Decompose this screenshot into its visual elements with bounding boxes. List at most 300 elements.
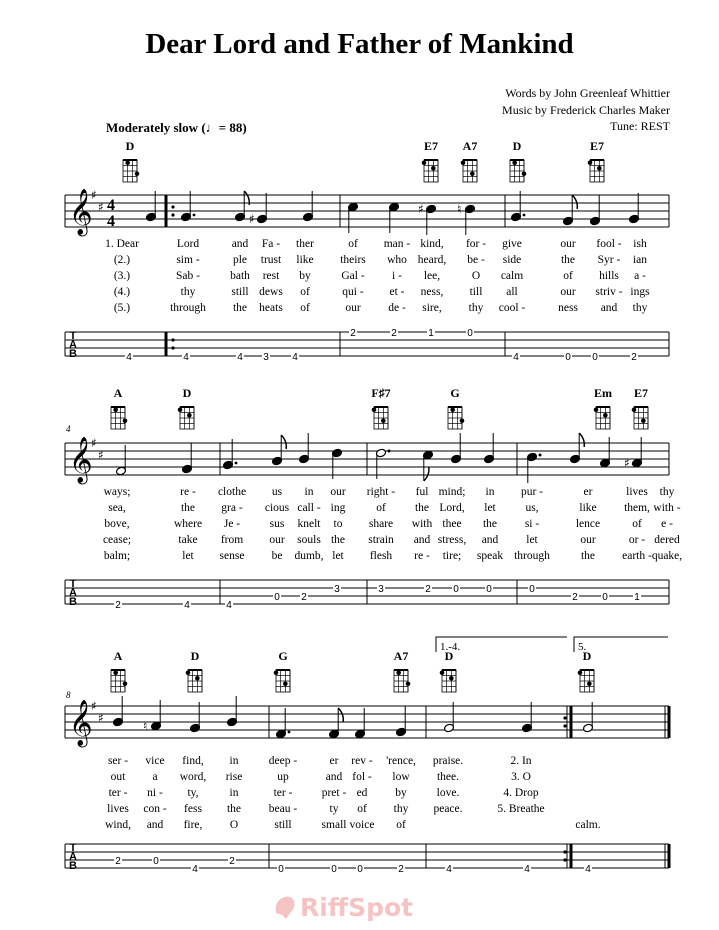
lyric-syllable: thee. [436,771,460,783]
words-credit: Words by John Greenleaf Whittier [505,86,670,100]
tab-fret-number: 4 [292,352,298,363]
lyric-syllable: lives [626,486,648,498]
tab-fret-number: 4 [184,600,190,611]
lyric-syllable: for - [465,238,487,250]
lyric-syllable: ty, [187,787,199,799]
lyric-syllable: who [387,254,407,266]
tab-fret-number: 0 [602,592,608,603]
chord-diagram [123,139,139,182]
chord-finger-dot [460,418,465,423]
measure-number: 8 [66,690,71,700]
lyric-syllable: hills [599,270,619,282]
lyric-syllable: quake, [651,550,683,562]
chord-name: A7 [462,139,478,153]
tab-fret-number: 2 [425,584,431,595]
lyric-syllable: rev - [351,755,373,767]
lyric-syllable: (3.) [113,270,131,282]
lyric-syllable: sus [269,518,285,530]
lyric-syllable: ish [633,238,647,250]
lyric-syllable: striv - [595,286,623,298]
chord-finger-dot [406,681,411,686]
chord-finger-dot [594,407,599,412]
lyric-syllable: Fa - [261,238,281,250]
lyric-syllable: till [469,286,483,298]
lyric-syllable: strain [368,534,394,546]
lyric-syllable: ways; [103,486,131,498]
tab-clef-letter: T [69,842,77,854]
volta-label: 5. [578,641,587,653]
lyric-syllable: from [220,534,244,546]
lyric-syllable: our [560,286,576,298]
lyric-syllable: er [583,486,593,498]
sharp-icon: ♯ [91,699,97,713]
tab-fret-number: 4 [524,864,530,875]
lyric-syllable: Lord, [439,502,465,514]
tab-fret-number: 4 [237,352,243,363]
lyric-syllable: low [392,771,410,783]
lyric-syllable: thy [632,302,648,314]
chord-diagram [178,386,194,429]
chord-diagram [594,386,612,429]
tab-fret-number: 2 [398,864,404,875]
lyric-syllable: through [170,302,206,314]
lyric-syllable: stress, [437,534,467,546]
chord-name: D [182,386,192,400]
chord-finger-dot [603,413,608,418]
chord-finger-dot [178,407,183,412]
chord-finger-dot [440,670,445,675]
lyric-syllable: cool - [498,302,526,314]
chord-name: D [444,649,454,663]
lyric-syllable: ser - [107,755,129,767]
tab-fret-number: 4 [585,864,591,875]
lyric-syllable: ther [296,238,314,250]
lyric-syllable: thy [180,286,196,298]
lyric-syllable: knelt [297,518,321,530]
lyric-syllable: pur - [520,486,544,498]
chord-diagram [274,649,290,692]
tab-fret-number: 0 [565,352,571,363]
lyric-syllable: call - [297,502,321,514]
lyric-syllable: where [173,518,203,530]
lyric-syllable: vice [145,755,165,767]
lyric-syllable: in [229,787,239,799]
lyric-syllable: the [180,502,196,514]
tab-fret-number: 0 [529,584,535,595]
lyric-syllable: wind, [105,819,131,831]
lyric-syllable: lee, [423,270,441,282]
chord-finger-dot [422,160,427,165]
music-credit: Music by Frederick Charles Maker [502,103,670,117]
chord-name: D [125,139,135,153]
lyric-syllable: of [300,302,310,314]
eighth-flag [281,435,286,449]
lyric-syllable: i - [392,270,402,282]
lyric-syllable: with - [653,502,681,514]
tab-fret-number: 3 [263,352,269,363]
chord-diagram [186,649,202,692]
lyric-syllable: out [110,771,126,783]
tab-clef-letter: B [69,860,77,872]
lyric-syllable: and [413,534,431,546]
chord-finger-dot [274,670,279,675]
time-signature-top: 4 [107,197,115,214]
lyric-syllable: con - [143,803,167,815]
lyric-syllable: love. [436,787,460,799]
chord-finger-dot [461,160,466,165]
lyric-syllable: the [580,550,596,562]
lyric-syllable: and [481,534,499,546]
tab-fret-number: 0 [467,328,473,339]
system-1 [65,139,669,363]
lyric-syllable: 3. O [511,771,531,783]
riffspot-logo-icon [272,893,298,921]
sharp-icon: ♯ [624,456,630,470]
lyric-syllable: balm; [103,550,131,562]
lyric-syllable: ful [415,486,429,498]
lyric-syllable: us [271,486,283,498]
eighth-flag [338,708,343,722]
tab-fret-number: 4 [183,352,189,363]
treble-clef-icon: 𝄞 [69,437,93,483]
lyric-syllable: ty [329,803,339,815]
chord-name: F♯7 [371,386,391,400]
tab-clef-letter: B [69,348,77,360]
tab-fret-number: 1 [428,328,434,339]
tab-fret-number: 2 [301,592,307,603]
lyric-syllable: ter - [273,787,293,799]
lyric-syllable: in [229,755,239,767]
lyric-syllable: cious [264,502,290,514]
lyric-syllable: Lord [176,238,200,250]
sharp-icon: ♯ [91,188,97,202]
lyric-syllable: kind, [420,238,444,250]
repeat-dot [171,338,174,341]
eighth-flag [579,433,584,447]
lyric-syllable: ple [232,254,248,266]
tab-fret-number: 0 [453,584,459,595]
chord-name: D [190,649,200,663]
lyric-syllable: beau - [268,803,298,815]
lyric-syllable: ness [558,302,578,314]
lyric-syllable: speak [476,550,504,562]
lyric-syllable: heard, [417,254,447,266]
sharp-icon: ♯ [91,436,97,450]
chord-finger-dot [113,407,118,412]
lyric-syllable: bove, [104,518,130,530]
lyric-syllable: and [325,771,343,783]
lyric-syllable: of [300,286,310,298]
lyric-syllable: Gal - [341,270,365,282]
chord-finger-dot [450,407,455,412]
lyric-syllable: be [271,550,283,562]
chord-finger-dot [113,670,118,675]
chord-diagram [510,139,526,182]
tab-fret-number: 2 [115,856,121,867]
lyric-syllable: thy [468,302,484,314]
tab-fret-number: 0 [331,864,337,875]
tab-fret-number: 2 [115,600,121,611]
lyric-syllable: fire, [183,819,203,831]
lyric-syllable: O [229,819,239,831]
lyric-syllable: us, [525,502,539,514]
chord-diagram [440,649,456,692]
tab-fret-number: 0 [153,856,159,867]
lyric-syllable: fool - [596,238,622,250]
lyric-syllable: of [632,518,642,530]
lyric-syllable: in [485,486,495,498]
chord-finger-dot [578,670,583,675]
chord-diagram [588,139,604,182]
chord-finger-dot [123,681,128,686]
lyric-syllable: take [178,534,198,546]
lyric-syllable: through [514,550,550,562]
repeat-dot [563,850,566,853]
lyric-syllable: find, [182,755,204,767]
lyric-syllable: let [332,550,344,562]
lyric-syllable: theirs [340,254,366,266]
lyric-syllable: 4. Drop [503,787,539,799]
tab-clef-letter: T [69,330,77,342]
lyric-syllable: small [321,819,347,831]
treble-clef-icon: 𝄞 [69,700,93,746]
lyric-syllable: in [304,486,314,498]
lyric-syllable: re - [414,550,430,562]
lyric-syllable: 1. Dear [105,238,139,250]
tab-fret-number: 2 [391,328,397,339]
lyric-syllable: still [231,286,249,298]
chord-finger-dot [587,681,592,686]
tab-fret-number: 0 [357,864,363,875]
repeat-dot [171,205,174,208]
note-dot [523,214,526,217]
chord-name: G [450,386,460,400]
lyric-syllable: man - [383,238,411,250]
volta-label: 1.-4. [440,641,461,653]
chord-diagram [111,386,127,429]
tab-fret-number: 4 [126,352,132,363]
lyric-syllable: give [502,238,522,250]
lyric-syllable: share [368,518,394,530]
lyric-syllable: peace. [433,803,463,815]
lyric-syllable: souls [297,534,321,546]
repeat-dot [563,858,566,861]
lyric-syllable: our [580,534,596,546]
lyric-syllable: let [182,550,194,562]
lyric-syllable: cease; [102,534,132,546]
tab-fret-number: 4 [446,864,452,875]
chord-finger-dot [396,670,401,675]
chord-diagram [461,139,478,182]
lyric-syllable: be - [467,254,485,266]
lyric-syllable: calm. [575,819,601,831]
lyric-syllable: of [357,803,367,815]
lyric-syllable: calm [500,270,524,282]
lyric-syllable: word, [179,771,207,783]
lyric-syllable: fess [184,803,202,815]
lyric-syllable: deep - [268,755,298,767]
lyric-syllable: our [345,302,361,314]
lyric-syllable: like [579,502,597,514]
lyric-syllable: the [414,502,430,514]
lyric-syllable: flesh [369,550,393,562]
lyric-syllable: pret - [321,787,347,799]
lyric-syllable: our [560,238,576,250]
lyric-syllable: (4.) [113,286,131,298]
tab-fret-number: 3 [334,584,340,595]
chord-finger-dot [372,407,377,412]
lyric-syllable: the [330,534,346,546]
chord-name: E7 [633,386,649,400]
note-dot [288,731,291,734]
chord-diagram [371,386,390,429]
eighth-flag [572,195,577,209]
lyric-syllable: rise [225,771,243,783]
chord-finger-dot [522,171,527,176]
lyric-syllable: ter - [108,787,128,799]
lyric-syllable: of [376,502,386,514]
chord-finger-dot [283,681,288,686]
lyric-syllable: and [231,238,249,250]
lyric-syllable: thy [659,486,675,498]
sharp-icon: ♯ [418,202,424,216]
lyric-syllable: and [146,819,164,831]
lyric-syllable: lence [575,518,601,530]
lyric-syllable: ni - [147,787,163,799]
lyric-syllable: right - [366,486,396,498]
lyric-syllable: fol - [352,771,372,783]
chord-name: G [278,649,288,663]
tab-fret-number: 0 [274,592,280,603]
chord-finger-dot [597,166,602,171]
lyric-syllable: voice [349,819,375,831]
lyric-syllable: with [411,518,433,530]
lyric-syllable: clothe [217,486,247,498]
sharp-icon: ♯ [98,711,104,725]
lyric-syllable: dews [259,286,283,298]
chord-finger-dot [470,171,475,176]
lyric-syllable: side [502,254,522,266]
chord-finger-dot [632,407,637,412]
lyric-syllable: 5. Breathe [497,803,545,815]
lyric-syllable: praise. [432,755,464,767]
lyric-syllable: tire; [442,550,462,562]
lyric-syllable: all [506,286,518,298]
lyric-syllable: sense [219,550,245,562]
lyric-syllable: of [348,238,358,250]
time-signature-bottom: 4 [107,213,115,230]
lyric-syllable: the [232,302,248,314]
tab-fret-number: 2 [350,328,356,339]
chord-finger-dot [186,670,191,675]
lyric-syllable: let [526,534,538,546]
lyric-syllable: (5.) [113,302,131,314]
lyric-syllable: thy [393,803,409,815]
tab-fret-number: 4 [226,600,232,611]
lyric-syllable: bath [230,270,250,282]
tab-fret-number: 2 [229,856,235,867]
lyric-syllable: et - [389,286,405,298]
quarter-note-icon: ♩ [205,120,219,135]
tab-clef-letter: A [69,339,77,351]
lyric-syllable: dumb, [294,550,324,562]
tab-fret-number: 2 [631,352,637,363]
lyric-syllable: (2.) [113,254,131,266]
tab-clef-letter: B [69,596,77,608]
lyric-syllable: dered [654,534,680,546]
lyric-syllable: ing [330,502,346,514]
chord-diagram [111,649,127,692]
chord-name: A [113,649,123,663]
chord-finger-dot [135,171,140,176]
chord-name: A [113,386,123,400]
chord-finger-dot [512,160,517,165]
lyric-syllable: and [600,302,618,314]
chord-diagram [632,386,648,429]
note-dot [539,454,542,457]
note-dot [193,214,196,217]
lyric-syllable: sea, [108,502,126,514]
lyric-syllable: O [471,270,481,282]
natural-icon: ♮ [457,202,462,216]
lyric-syllable: or - [628,534,646,546]
sharp-icon: ♯ [98,448,104,462]
lyric-syllable: ness, [420,286,444,298]
tab-fret-number: 4 [192,864,198,875]
chord-finger-dot [381,418,386,423]
lyric-syllable: de - [388,302,406,314]
chord-finger-dot [641,418,646,423]
repeat-dot [171,213,174,216]
lyric-syllable: qui - [342,286,364,298]
lyric-syllable: still [274,819,292,831]
lyric-syllable: to [333,518,343,530]
lyric-syllable: trust [260,254,282,266]
tab-clef-letter: A [69,587,77,599]
lyric-syllable: re - [180,486,196,498]
lyric-syllable: Syr - [597,254,621,266]
eighth-flag [424,467,429,481]
repeat-dot [171,346,174,349]
lyric-syllable: our [330,486,346,498]
song-title: Dear Lord and Father of Mankind [145,28,574,60]
lyric-syllable: by [395,787,407,799]
tab-clef-letter: A [69,851,77,863]
lyric-syllable: our [269,534,285,546]
lyric-syllable: Je - [223,518,241,530]
watermark-text: RiffSpot [300,893,414,922]
tab-clef-letter: T [69,578,77,590]
repeat-dot [563,724,566,727]
lyric-syllable: 'rence, [386,755,416,767]
lyric-syllable: Sab - [176,270,200,282]
lyric-syllable: of [396,819,406,831]
lyric-syllable: let [484,502,496,514]
lyric-syllable: sim - [176,254,200,266]
chord-finger-dot [125,160,130,165]
tab-fret-number: 0 [592,352,598,363]
sharp-icon: ♯ [98,200,104,214]
lyric-syllable: ian [632,254,648,266]
lyric-syllable: earth - [622,550,652,562]
chord-name: Em [594,386,612,400]
note-dot [388,450,391,453]
note-dot [235,462,238,465]
chord-diagram [578,649,594,692]
lyric-syllable: mind; [438,486,466,498]
lyric-syllable: lives [107,803,129,815]
chord-diagram [422,139,438,182]
